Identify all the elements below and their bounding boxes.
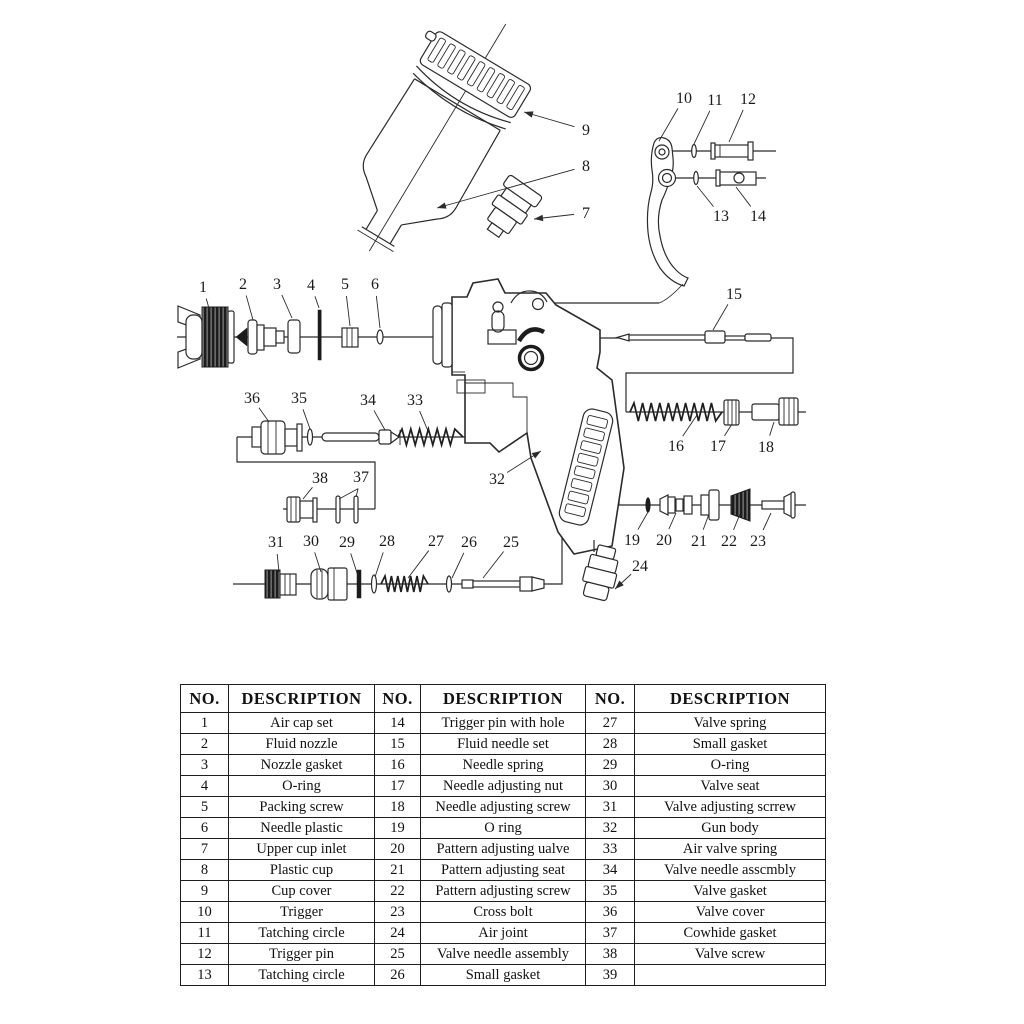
cell-description: Upper cup inlet	[229, 839, 375, 860]
leader-arrowhead-7	[534, 215, 543, 221]
parts-table-header	[181, 685, 826, 713]
fluid-nozzle-2	[236, 320, 284, 354]
cell-description: Needle plastic	[229, 818, 375, 839]
cell-description: Air valve spring	[635, 839, 826, 860]
leader-line-11	[694, 111, 710, 144]
cell-description: Valve cover	[635, 902, 826, 923]
valve-adjusting-screw-31	[265, 570, 296, 598]
table-row	[181, 902, 826, 923]
cell-no: 8	[181, 860, 229, 881]
part-label-36: 36	[244, 390, 260, 407]
part-label-32: 32	[489, 471, 505, 488]
cell-no: 11	[181, 923, 229, 944]
part-label-8: 8	[582, 158, 590, 175]
leader-line-13	[697, 186, 714, 207]
cell-no: 34	[586, 860, 635, 881]
part-label-7: 7	[582, 205, 590, 222]
leader-line-2	[246, 296, 253, 320]
cell-no: 6	[181, 818, 229, 839]
cell-no: 9	[181, 881, 229, 902]
part-label-38: 38	[312, 470, 328, 487]
table-row	[181, 944, 826, 965]
needle-adjusting-nut-17	[724, 400, 739, 425]
cup-cover	[418, 30, 532, 119]
table-row	[181, 965, 826, 986]
part-label-9: 9	[582, 122, 590, 139]
header-no: NO.	[181, 685, 229, 713]
cell-description: Tatching circle	[229, 923, 375, 944]
cell-no: 39	[586, 965, 635, 986]
header-description: DESCRIPTION	[421, 685, 586, 713]
leader-line-15	[713, 304, 728, 330]
cell-no: 7	[181, 839, 229, 860]
cell-description: O ring	[421, 818, 586, 839]
cell-description: Pattern adjusting seat	[421, 860, 586, 881]
part-label-3: 3	[273, 276, 281, 293]
cell-description: O-ring	[229, 776, 375, 797]
cell-description: Needle adjusting screw	[421, 797, 586, 818]
cell-no: 25	[375, 944, 421, 965]
cell-no: 35	[586, 881, 635, 902]
small-gasket-28	[372, 575, 377, 593]
table-row	[181, 818, 826, 839]
part-label-13: 13	[713, 208, 729, 225]
table-row	[181, 923, 826, 944]
nozzle-parts-row	[178, 306, 383, 368]
leader-line-18	[770, 422, 774, 436]
leader-line-26	[452, 553, 464, 578]
part-label-4: 4	[307, 277, 315, 294]
part-label-30: 30	[303, 533, 319, 550]
cell-no: 33	[586, 839, 635, 860]
part-label-22: 22	[721, 533, 737, 550]
cell-no: 18	[375, 797, 421, 818]
cell-no: 14	[375, 713, 421, 734]
header-description: DESCRIPTION	[229, 685, 375, 713]
header-no: NO.	[375, 685, 421, 713]
part-label-20: 20	[656, 532, 672, 549]
cell-description: Trigger pin	[229, 944, 375, 965]
cell-description: Plastic cup	[229, 860, 375, 881]
header-description: DESCRIPTION	[635, 685, 826, 713]
pattern-adjusting-seat-21	[701, 490, 719, 520]
cell-no: 19	[375, 818, 421, 839]
trigger-pin-12	[711, 142, 753, 160]
part-label-31: 31	[268, 534, 284, 551]
table-row	[181, 755, 826, 776]
upper-cup-inlet	[477, 174, 543, 244]
trigger-assembly	[647, 138, 756, 303]
gun-body	[433, 279, 624, 554]
cell-no: 37	[586, 923, 635, 944]
leader-line-23	[763, 513, 771, 530]
cell-description: Needle adjusting nut	[421, 776, 586, 797]
part-label-11: 11	[707, 92, 723, 109]
valve-needle-assembly-34	[322, 430, 400, 445]
small-gasket-26	[447, 576, 452, 592]
cell-description: Valve adjusting scrrew	[635, 797, 826, 818]
cell-no: 13	[181, 965, 229, 986]
plastic-cup-and-cover	[315, 0, 553, 279]
cell-description: Trigger pin with hole	[421, 713, 586, 734]
header-row	[181, 685, 826, 713]
leader-line-12	[729, 110, 743, 142]
tatching-circle-13	[694, 172, 699, 185]
part-label-33: 33	[407, 392, 423, 409]
leader-line-3	[282, 295, 292, 318]
valve-needle-assembly-25	[462, 577, 544, 591]
table-row	[181, 881, 826, 902]
cell-description: Cowhide gasket	[635, 923, 826, 944]
cell-no: 2	[181, 734, 229, 755]
leader-line-5	[346, 296, 350, 326]
cell-description: Valve needle asscmbly	[635, 860, 826, 881]
cell-description: Valve spring	[635, 713, 826, 734]
tatching-circle-11	[692, 145, 697, 158]
leader-line-29	[351, 553, 358, 576]
leader-line-21	[703, 514, 709, 530]
cell-no: 20	[375, 839, 421, 860]
cell-description: Trigger	[229, 902, 375, 923]
needle-adjusting-row	[724, 398, 798, 425]
leader-line-28	[375, 552, 383, 577]
trigger	[647, 138, 688, 286]
cell-description	[635, 965, 826, 986]
cell-description: Pattern adjusting screw	[421, 881, 586, 902]
cell-description: Valve screw	[635, 944, 826, 965]
leader-line-6	[376, 296, 380, 328]
cell-no: 21	[375, 860, 421, 881]
table-row	[181, 860, 826, 881]
cell-description: Small gasket	[421, 965, 586, 986]
air-cap-set-1	[178, 306, 234, 368]
part-label-16: 16	[668, 438, 684, 455]
leader-line-10	[659, 108, 678, 141]
cell-no: 38	[586, 944, 635, 965]
cell-no: 31	[586, 797, 635, 818]
valve-screw-38	[287, 497, 317, 522]
leader-line-35	[303, 409, 310, 429]
cell-description: Valve seat	[635, 776, 826, 797]
leader-line-19	[638, 512, 648, 530]
leader-line-31	[277, 554, 279, 572]
cell-description: Gun body	[635, 818, 826, 839]
cell-no: 16	[375, 755, 421, 776]
cell-description: Needle spring	[421, 755, 586, 776]
cell-description: O-ring	[635, 755, 826, 776]
needle-plastic-6	[377, 330, 383, 344]
header-no: NO.	[586, 685, 635, 713]
part-label-37: 37	[353, 469, 369, 486]
part-label-2: 2	[239, 276, 247, 293]
packing-screw-5	[342, 328, 358, 347]
cell-no: 28	[586, 734, 635, 755]
cell-no: 12	[181, 944, 229, 965]
leader-line-20	[669, 513, 676, 529]
valve-cover-row	[252, 421, 400, 454]
part-label-25: 25	[503, 534, 519, 551]
cell-description: Cross bolt	[421, 902, 586, 923]
cell-no: 1	[181, 713, 229, 734]
part-label-12: 12	[740, 91, 756, 108]
cross-bolt-23	[762, 492, 795, 518]
leader-line-36	[259, 408, 269, 422]
part-label-6: 6	[371, 276, 379, 293]
nozzle-mount-flange	[433, 306, 442, 364]
cell-description: Air cap set	[229, 713, 375, 734]
cell-no: 22	[375, 881, 421, 902]
leader-line-17	[724, 424, 732, 436]
pattern-adjusting-valve-20	[660, 495, 692, 515]
nozzle-gasket-3	[288, 320, 300, 353]
leader-line-14	[736, 187, 751, 206]
part-label-5: 5	[341, 276, 349, 293]
o-ring-19	[646, 498, 651, 513]
part-label-35: 35	[291, 390, 307, 407]
part-label-26: 26	[461, 534, 477, 551]
leader-line-27	[408, 551, 429, 578]
cell-description: Valve gasket	[635, 881, 826, 902]
table-row	[181, 839, 826, 860]
part-label-28: 28	[379, 533, 395, 550]
cell-no: 10	[181, 902, 229, 923]
cell-description: Small gasket	[635, 734, 826, 755]
valve-gasket-35	[308, 429, 313, 445]
cell-no: 3	[181, 755, 229, 776]
air-valve-spring-33	[398, 429, 463, 445]
cell-no: 5	[181, 797, 229, 818]
cell-no: 17	[375, 776, 421, 797]
cell-no: 32	[586, 818, 635, 839]
table-row	[181, 713, 826, 734]
part-label-15: 15	[726, 286, 742, 303]
o-ring-4	[318, 310, 321, 360]
cell-no: 26	[375, 965, 421, 986]
parts-table	[180, 684, 826, 986]
part-label-24: 24	[632, 558, 648, 575]
cell-description: Pattern adjusting ualve	[421, 839, 586, 860]
cell-description: Valve needle assembly	[421, 944, 586, 965]
part-label-19: 19	[624, 532, 640, 549]
part-label-29: 29	[339, 534, 355, 551]
valve-seat-30	[311, 568, 347, 600]
cell-no: 30	[586, 776, 635, 797]
part-label-23: 23	[750, 533, 766, 550]
cell-description: Fluid needle set	[421, 734, 586, 755]
part-label-14: 14	[750, 208, 766, 225]
leader-arrowhead-8	[437, 202, 447, 208]
pattern-adjusting-screw-22	[731, 489, 750, 521]
table-row	[181, 797, 826, 818]
leader-line-33	[420, 411, 428, 431]
cell-no: 29	[586, 755, 635, 776]
part-label-27: 27	[428, 533, 444, 550]
leader-arrowhead-9	[524, 111, 534, 117]
leader-line-34	[374, 410, 385, 430]
part-label-34: 34	[360, 392, 376, 409]
cell-no: 27	[586, 713, 635, 734]
cell-description: Packing screw	[229, 797, 375, 818]
part-label-10: 10	[676, 90, 692, 107]
cell-description: Fluid nozzle	[229, 734, 375, 755]
leader-line-38	[303, 487, 312, 499]
part-label-1: 1	[199, 279, 207, 296]
cell-no: 15	[375, 734, 421, 755]
part-label-18: 18	[758, 439, 774, 456]
cell-no: 36	[586, 902, 635, 923]
part-label-21: 21	[691, 533, 707, 550]
valve-cover-36	[252, 421, 302, 454]
cell-no: 4	[181, 776, 229, 797]
needle-adjusting-screw-18	[752, 398, 798, 425]
table-row	[181, 776, 826, 797]
cell-no: 23	[375, 902, 421, 923]
cell-description: Nozzle gasket	[229, 755, 375, 776]
cell-description: Tatching circle	[229, 965, 375, 986]
table-row	[181, 734, 826, 755]
cell-description: Air joint	[421, 923, 586, 944]
trigger-pin-with-hole-14	[716, 170, 756, 186]
leader-line-25	[483, 551, 504, 578]
part-label-17: 17	[710, 438, 726, 455]
cell-no: 24	[375, 923, 421, 944]
leader-line-4	[315, 296, 319, 308]
cell-description: Cup cover	[229, 881, 375, 902]
fluid-needle-set	[617, 331, 771, 343]
